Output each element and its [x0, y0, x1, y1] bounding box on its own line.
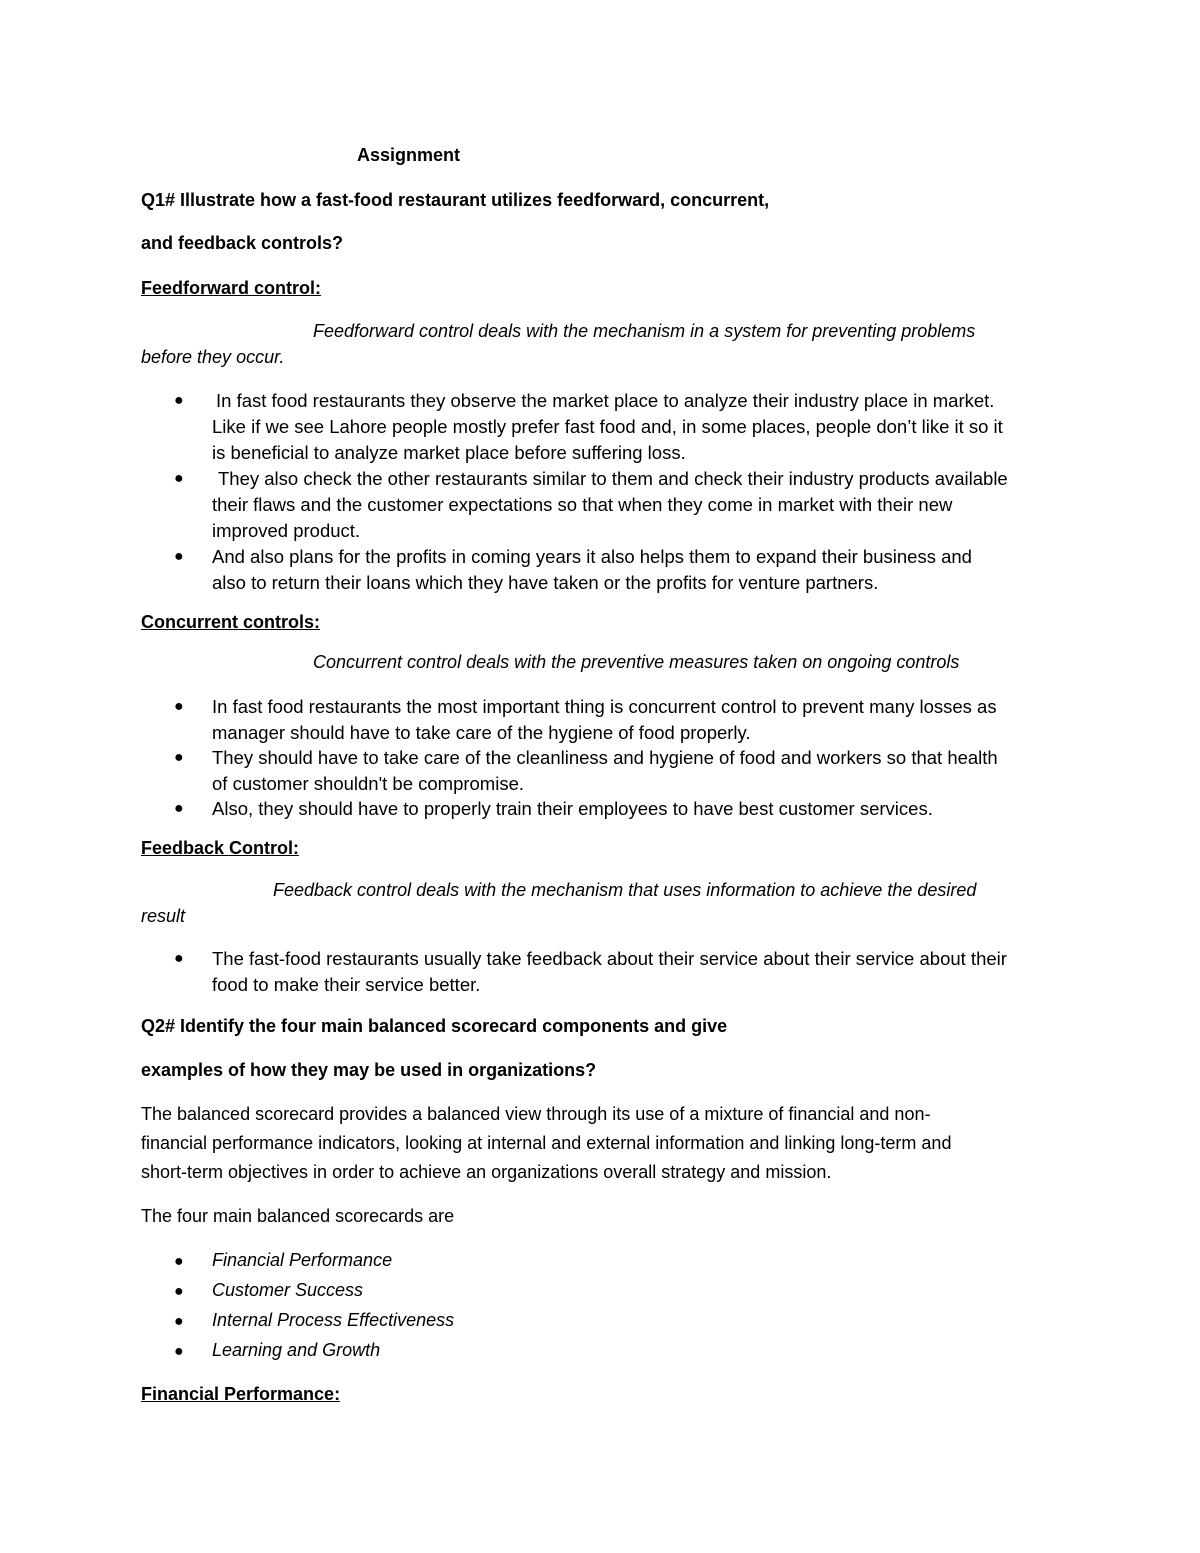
cc-bullet-3-line-1: Also, they should have to properly train their employees to have best customer services. [212, 798, 933, 819]
bullet-icon: ● [174, 950, 184, 967]
doc-title: Assignment [357, 145, 461, 165]
feedforward-definition-line-2: before they occur. [141, 347, 285, 367]
bullet-icon: ● [174, 698, 184, 715]
ff-bullet-2-line-3: improved product. [212, 520, 361, 541]
feedback-definition-line-1: Feedback control deals with the mechanism that uses information to achieve the desired [273, 880, 977, 900]
cc-bullet-2-line-2: of customer shouldn't be compromise. [212, 773, 525, 794]
four-scorecards-intro: The four main balanced scorecards are [141, 1206, 455, 1226]
scorecard-item: Learning and Growth [212, 1340, 381, 1360]
feedforward-definition-line-1: Feedforward control deals with the mechanism in a system for preventing problems [313, 321, 976, 341]
bsc-paragraph-line-1: The balanced scorecard provides a balanced view through its use of a mixture of financial and non- [141, 1104, 931, 1124]
bsc-paragraph-line-2: financial performance indicators, looking at internal and external information and linking long-term and [141, 1133, 952, 1153]
ff-bullet-1-line-2: Like if we see Lahore people mostly prefer fast food and, in some places, people don’t like it so it [212, 416, 1003, 437]
ff-bullet-3-line-2: also to return their loans which they have taken or the profits for venture partners. [212, 572, 879, 593]
concurrent-heading: Concurrent controls: [141, 612, 321, 632]
ff-bullet-1-line-1: In fast food restaurants they observe the market place to analyze their industry place in market. [216, 390, 995, 411]
scorecard-item: Internal Process Effectiveness [212, 1310, 455, 1330]
fb-bullet-1-line-1: The fast-food restaurants usually take feedback about their service about their service about their [212, 948, 1007, 969]
q2-line-1: Q2# Identify the four main balanced scorecard components and give [141, 1016, 728, 1036]
cc-bullet-1-line-1: In fast food restaurants the most important thing is concurrent control to prevent many losses as [212, 696, 997, 717]
bullet-icon: ● [174, 548, 184, 565]
bullet-icon: ● [174, 1343, 184, 1360]
ff-bullet-2-line-1: They also check the other restaurants similar to them and check their industry products available [218, 468, 1008, 489]
ff-bullet-3-line-1: And also plans for the profits in coming years it also helps them to expand their business and [212, 546, 972, 567]
bullet-icon: ● [174, 1283, 184, 1300]
scorecard-item: Financial Performance [212, 1250, 393, 1270]
bullet-icon: ● [174, 749, 184, 766]
feedforward-heading: Feedforward control: [141, 278, 322, 298]
bullet-icon: ● [174, 1253, 184, 1270]
bullet-icon: ● [174, 800, 184, 817]
q1-line-1: Q1# Illustrate how a fast-food restaurant utilizes feedforward, concurrent, [141, 190, 770, 210]
cc-bullet-1-line-2: manager should have to take care of the hygiene of food properly. [212, 722, 751, 743]
bullet-icon: ● [174, 392, 184, 409]
financial-performance-heading: Financial Performance: [141, 1384, 341, 1404]
scorecard-item: Customer Success [212, 1280, 364, 1300]
fb-bullet-1-line-2: food to make their service better. [212, 974, 481, 995]
bullet-icon: ● [174, 470, 184, 487]
ff-bullet-1-line-3: is beneficial to analyze market place before suffering loss. [212, 442, 686, 463]
concurrent-definition: Concurrent control deals with the preventive measures taken on ongoing controls [313, 652, 960, 672]
cc-bullet-2-line-1: They should have to take care of the cleanliness and hygiene of food and workers so that health [212, 747, 998, 768]
q1-line-2: and feedback controls? [141, 233, 344, 253]
q2-line-2: examples of how they may be used in organizations? [141, 1060, 597, 1080]
ff-bullet-2-line-2: their flaws and the customer expectations so that when they come in market with their new [212, 494, 953, 515]
feedback-heading: Feedback Control: [141, 838, 300, 858]
bsc-paragraph-line-3: short-term objectives in order to achieve an organizations overall strategy and mission. [141, 1162, 832, 1182]
bullet-icon: ● [174, 1313, 184, 1330]
feedback-definition-line-2: result [141, 906, 186, 926]
